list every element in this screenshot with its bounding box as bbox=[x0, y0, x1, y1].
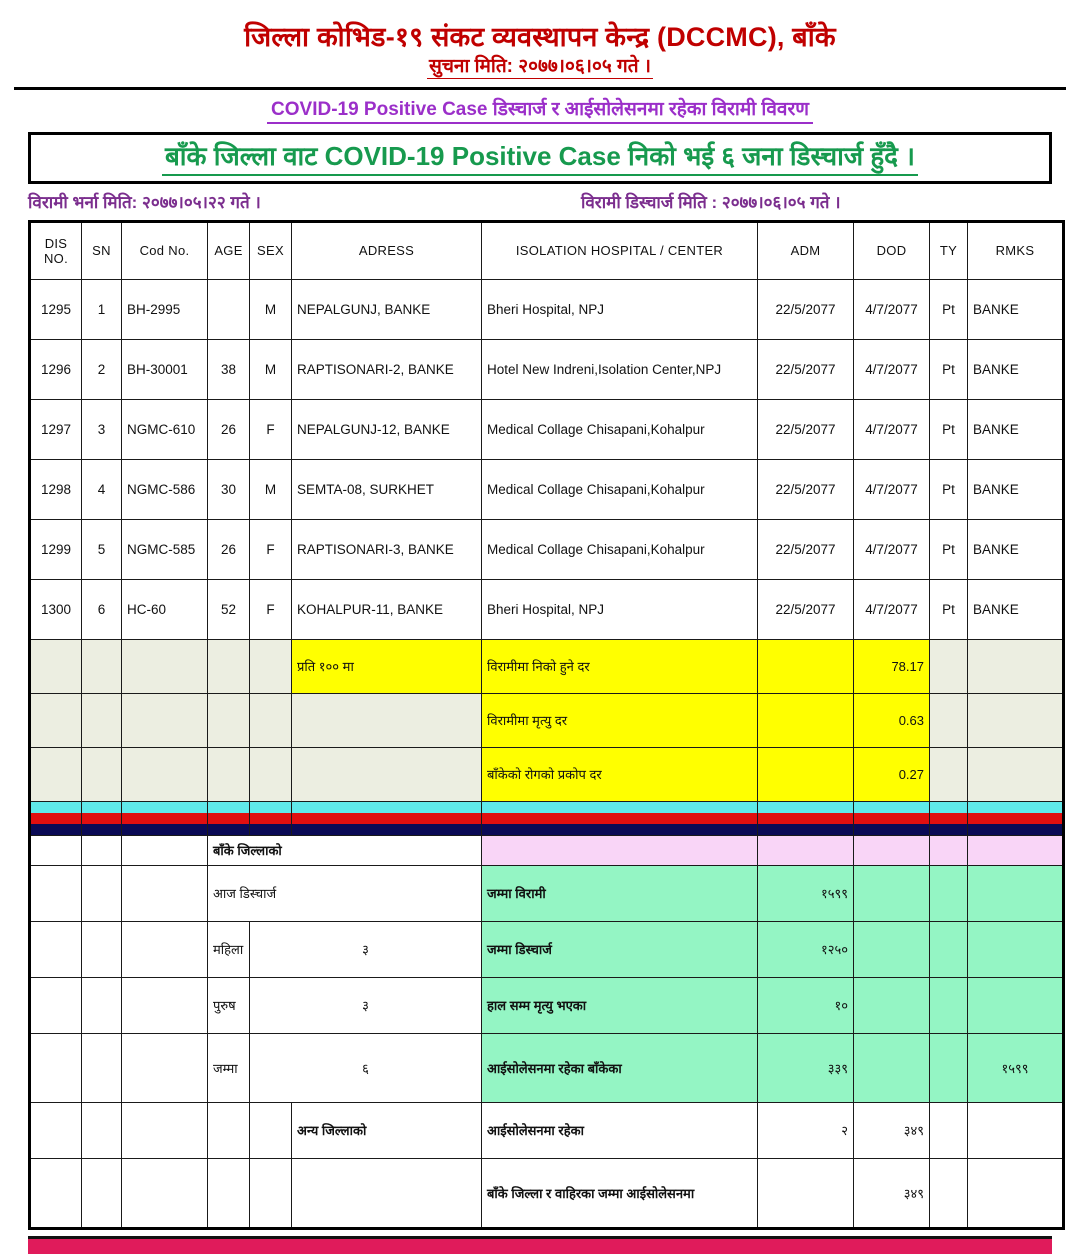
col-header-sex: SEX bbox=[250, 221, 292, 279]
stat-blank-sn bbox=[82, 693, 122, 747]
cell-rmks: BANKE bbox=[968, 579, 1064, 639]
summary-extra-ty-deaths bbox=[930, 977, 968, 1033]
stat-blank-dis bbox=[30, 693, 82, 747]
rate-blank-adm bbox=[758, 747, 854, 801]
summary-extra-rmks-total-patients bbox=[968, 865, 1064, 921]
sum-blank-sn bbox=[82, 921, 122, 977]
district-label: बाँके जिल्लाको bbox=[208, 835, 482, 865]
other-blank-ty bbox=[930, 1102, 968, 1158]
gender-value-female: ३ bbox=[250, 921, 482, 977]
rate-label-prevalence: बाँकेको रोगको प्रकोप दर bbox=[482, 747, 758, 801]
other-blank-dis bbox=[30, 1102, 82, 1158]
cell-cod-no: NGMC-585 bbox=[122, 519, 208, 579]
cell-sn: 1 bbox=[82, 279, 122, 339]
cell-age: 52 bbox=[208, 579, 250, 639]
cell-sex: F bbox=[250, 579, 292, 639]
cell-cod-no: BH-30001 bbox=[122, 339, 208, 399]
col-header-dis-no bbox=[30, 221, 82, 279]
cell-adress: SEMTA-08, SURKHET bbox=[292, 459, 482, 519]
rate-row-recovery bbox=[30, 639, 1064, 693]
grand-total-label: बाँके जिल्ला र वाहिरका जम्मा आईसोलेसनमा bbox=[482, 1158, 758, 1228]
sum-blank-sn bbox=[82, 1033, 122, 1102]
summary-label-in-isolation-banke: आईसोलेसनमा रहेका बाँकेका bbox=[482, 1033, 758, 1102]
grand-blank-adress bbox=[292, 1158, 482, 1228]
summary-extra-ty-total-patients bbox=[930, 865, 968, 921]
bar-cell bbox=[250, 824, 292, 836]
headline-banner bbox=[28, 132, 1052, 184]
grand-blank-sex bbox=[250, 1158, 292, 1228]
cell-adress: RAPTISONARI-3, BANKE bbox=[292, 519, 482, 579]
bar-cell bbox=[482, 824, 758, 836]
cell-age bbox=[208, 279, 250, 339]
cell-dod: 4/7/2077 bbox=[854, 399, 930, 459]
col-header-adress: ADRESS bbox=[292, 221, 482, 279]
bar-cell bbox=[968, 801, 1064, 813]
cell-sex: M bbox=[250, 279, 292, 339]
today-discharge-label: आज डिस्चार्ज bbox=[208, 865, 482, 921]
col-header-ty: TY bbox=[930, 221, 968, 279]
other-blank-cod bbox=[122, 1102, 208, 1158]
cell-age: 26 bbox=[208, 519, 250, 579]
gender-value-male: ३ bbox=[250, 977, 482, 1033]
pink-cell-rmks bbox=[968, 835, 1064, 865]
summary-extra-dod-total-patients bbox=[854, 865, 930, 921]
bar-cell bbox=[30, 801, 82, 813]
table-body bbox=[30, 279, 1064, 1228]
header-divider bbox=[14, 87, 1066, 90]
bar-cell bbox=[208, 813, 250, 824]
stat-blank-ty bbox=[930, 747, 968, 801]
cell-rmks: BANKE bbox=[968, 339, 1064, 399]
bar-cell bbox=[968, 824, 1064, 836]
notice-date-text: सुचना मिति: २०७७।०६।०५ गते । bbox=[428, 56, 652, 78]
cell-adm: 22/5/2077 bbox=[758, 579, 854, 639]
col-header-dis-line2: NO. bbox=[43, 250, 68, 266]
bar-cell bbox=[292, 801, 482, 813]
cell-adm: 22/5/2077 bbox=[758, 519, 854, 579]
pink-cell-dod bbox=[854, 835, 930, 865]
pink-cell-isolation bbox=[482, 835, 758, 865]
cell-sn: 4 bbox=[82, 459, 122, 519]
summary-row-total bbox=[30, 1033, 1064, 1102]
stat-blank-sex bbox=[250, 639, 292, 693]
bar-cell bbox=[122, 824, 208, 836]
cell-rmks: BANKE bbox=[968, 459, 1064, 519]
cell-dod: 4/7/2077 bbox=[854, 459, 930, 519]
bar-cell bbox=[758, 801, 854, 813]
cell-adress: NEPALGUNJ, BANKE bbox=[292, 279, 482, 339]
sum-blank-dis bbox=[30, 921, 82, 977]
cell-age: 26 bbox=[208, 399, 250, 459]
stat-blank-sn bbox=[82, 747, 122, 801]
gender-value-total: ६ bbox=[250, 1033, 482, 1102]
bar-cell bbox=[930, 801, 968, 813]
cell-sn: 2 bbox=[82, 339, 122, 399]
cell-dod: 4/7/2077 bbox=[854, 519, 930, 579]
other-isolation-value: २ bbox=[758, 1102, 854, 1158]
table-row bbox=[30, 279, 1064, 339]
sum-blank-sn bbox=[82, 865, 122, 921]
per-hundred-label: प्रति १०० मा bbox=[292, 639, 482, 693]
grand-blank-rmks bbox=[968, 1158, 1064, 1228]
admit-date-label: विरामी भर्ना मिति: २०७७।०५।२२ गते । bbox=[28, 192, 261, 212]
summary-value-total-discharge: १२५० bbox=[758, 921, 854, 977]
cell-isolation: Bheri Hospital, NPJ bbox=[482, 279, 758, 339]
col-header-adm: ADM bbox=[758, 221, 854, 279]
bar-cell bbox=[854, 813, 930, 824]
date-row bbox=[28, 190, 1052, 216]
sum-blank-cod bbox=[122, 921, 208, 977]
rate-blank-adm bbox=[758, 693, 854, 747]
stat-blank-dis bbox=[30, 639, 82, 693]
stat-blank-age bbox=[208, 747, 250, 801]
stat-blank-rmks bbox=[968, 693, 1064, 747]
separator-bar-navy bbox=[30, 824, 1064, 836]
district-label-row bbox=[30, 835, 1064, 865]
bar-cell bbox=[968, 813, 1064, 824]
cell-isolation: Hotel New Indreni,Isolation Center,NPJ bbox=[482, 339, 758, 399]
cell-isolation: Medical Collage Chisapani,Kohalpur bbox=[482, 459, 758, 519]
other-district-label: अन्य जिल्लाको bbox=[292, 1102, 482, 1158]
col-header-rmks: RMKS bbox=[968, 221, 1064, 279]
other-isolation-dod-value: ३४९ bbox=[854, 1102, 930, 1158]
stat-blank-cod bbox=[122, 639, 208, 693]
summary-row-male bbox=[30, 977, 1064, 1033]
bar-cell bbox=[482, 813, 758, 824]
col-header-dis-line1: DIS bbox=[44, 235, 68, 251]
cell-isolation: Medical Collage Chisapani,Kohalpur bbox=[482, 519, 758, 579]
bar-cell bbox=[122, 801, 208, 813]
bar-cell bbox=[482, 801, 758, 813]
stat-blank-rmks bbox=[968, 639, 1064, 693]
pink-blank-sn bbox=[82, 835, 122, 865]
cell-sn: 5 bbox=[82, 519, 122, 579]
other-blank-rmks bbox=[968, 1102, 1064, 1158]
stat-blank-age bbox=[208, 693, 250, 747]
cell-age: 30 bbox=[208, 459, 250, 519]
separator-bar-cyan bbox=[30, 801, 1064, 813]
other-blank-sn bbox=[82, 1102, 122, 1158]
cell-isolation: Bheri Hospital, NPJ bbox=[482, 579, 758, 639]
summary-extra-ty-total-discharge bbox=[930, 921, 968, 977]
cell-ty: Pt bbox=[930, 519, 968, 579]
pink-cell-adm bbox=[758, 835, 854, 865]
cell-adm: 22/5/2077 bbox=[758, 339, 854, 399]
grand-blank-adm bbox=[758, 1158, 854, 1228]
sum-blank-dis bbox=[30, 977, 82, 1033]
cell-dis-no: 1299 bbox=[30, 519, 82, 579]
rate-label-recovery: विरामीमा निको हुने दर bbox=[482, 639, 758, 693]
summary-label-deaths: हाल सम्म मृत्यु भएका bbox=[482, 977, 758, 1033]
grand-blank-age bbox=[208, 1158, 250, 1228]
table-header-row bbox=[30, 221, 1064, 279]
grand-blank-sn bbox=[82, 1158, 122, 1228]
cell-dod: 4/7/2077 bbox=[854, 279, 930, 339]
grand-total-value: ३४९ bbox=[854, 1158, 930, 1228]
cell-adm: 22/5/2077 bbox=[758, 399, 854, 459]
separator-bar-red bbox=[30, 813, 1064, 824]
cell-adress: NEPALGUNJ-12, BANKE bbox=[292, 399, 482, 459]
cell-cod-no: NGMC-610 bbox=[122, 399, 208, 459]
sum-blank-sn bbox=[82, 977, 122, 1033]
rate-blank-adm bbox=[758, 639, 854, 693]
rate-value-death: 0.63 bbox=[854, 693, 930, 747]
cell-sex: M bbox=[250, 339, 292, 399]
table-row bbox=[30, 519, 1064, 579]
other-blank-sex bbox=[250, 1102, 292, 1158]
bar-cell bbox=[208, 824, 250, 836]
summary-extra-rmks-deaths bbox=[968, 977, 1064, 1033]
cell-adm: 22/5/2077 bbox=[758, 459, 854, 519]
summary-value-in-isolation-banke: ३३९ bbox=[758, 1033, 854, 1102]
bar-cell bbox=[122, 813, 208, 824]
stat-blank-ty bbox=[930, 693, 968, 747]
summary-extra-rmks-total-discharge bbox=[968, 921, 1064, 977]
rate-row-death bbox=[30, 693, 1064, 747]
bar-cell bbox=[930, 824, 968, 836]
cell-rmks: BANKE bbox=[968, 399, 1064, 459]
col-header-dod: DOD bbox=[854, 221, 930, 279]
bar-cell bbox=[292, 824, 482, 836]
cell-dis-no: 1297 bbox=[30, 399, 82, 459]
rate-value-prevalence: 0.27 bbox=[854, 747, 930, 801]
sum-blank-cod bbox=[122, 1033, 208, 1102]
stat-blank-cod bbox=[122, 693, 208, 747]
stat-blank-sex bbox=[250, 693, 292, 747]
page-title: जिल्ला कोभिड-१९ संकट व्यवस्थापन केन्द्र (DCCMC), बाँके bbox=[244, 22, 836, 52]
stat-blank-sn bbox=[82, 639, 122, 693]
bar-cell bbox=[250, 801, 292, 813]
stat-blank-ty bbox=[930, 639, 968, 693]
pink-blank-dis bbox=[30, 835, 82, 865]
cell-sn: 3 bbox=[82, 399, 122, 459]
footer-bar bbox=[28, 1236, 1052, 1254]
cell-ty: Pt bbox=[930, 339, 968, 399]
cell-sex: F bbox=[250, 519, 292, 579]
bar-cell bbox=[82, 824, 122, 836]
col-header-cod-no: Cod No. bbox=[122, 221, 208, 279]
report-header bbox=[0, 0, 1080, 122]
cell-rmks: BANKE bbox=[968, 519, 1064, 579]
bar-cell bbox=[30, 813, 82, 824]
headline-banner-text: बाँके जिल्ला वाट COVID-19 Positive Case निको भई ६ जना डिस्चार्ज हुँदै । bbox=[162, 141, 918, 176]
rate-value-recovery: 78.17 bbox=[854, 639, 930, 693]
grand-blank-cod bbox=[122, 1158, 208, 1228]
stat-blank-sex bbox=[250, 747, 292, 801]
bar-cell bbox=[82, 801, 122, 813]
table-header bbox=[30, 221, 1064, 279]
report-subtitle bbox=[0, 99, 1080, 122]
other-district-row bbox=[30, 1102, 1064, 1158]
col-header-isolation: ISOLATION HOSPITAL / CENTER bbox=[482, 221, 758, 279]
sum-blank-cod bbox=[122, 977, 208, 1033]
cell-adm: 22/5/2077 bbox=[758, 279, 854, 339]
cell-ty: Pt bbox=[930, 399, 968, 459]
other-isolation-label: आईसोलेसनमा रहेका bbox=[482, 1102, 758, 1158]
bar-cell bbox=[250, 813, 292, 824]
bar-cell bbox=[854, 801, 930, 813]
stat-blank-dis bbox=[30, 747, 82, 801]
cell-dis-no: 1295 bbox=[30, 279, 82, 339]
cell-dis-no: 1298 bbox=[30, 459, 82, 519]
summary-extra-dod-deaths bbox=[854, 977, 930, 1033]
cell-dis-no: 1296 bbox=[30, 339, 82, 399]
bar-cell bbox=[208, 801, 250, 813]
grand-blank-ty bbox=[930, 1158, 968, 1228]
gender-label-male: पुरुष bbox=[208, 977, 250, 1033]
pink-blank-cod bbox=[122, 835, 208, 865]
sum-blank-dis bbox=[30, 865, 82, 921]
cell-dod: 4/7/2077 bbox=[854, 579, 930, 639]
bar-cell bbox=[930, 813, 968, 824]
summary-label-total-patients: जम्मा विरामी bbox=[482, 865, 758, 921]
summary-row-female bbox=[30, 921, 1064, 977]
summary-label-total-discharge: जम्मा डिस्चार्ज bbox=[482, 921, 758, 977]
cell-sn: 6 bbox=[82, 579, 122, 639]
sum-blank-dis bbox=[30, 1033, 82, 1102]
table-row bbox=[30, 339, 1064, 399]
bar-cell bbox=[30, 824, 82, 836]
discharge-date-label: विरामी डिस्चार्ज मिति : २०७७।०६।०५ गते । bbox=[580, 192, 841, 212]
bar-cell bbox=[854, 824, 930, 836]
cell-sex: M bbox=[250, 459, 292, 519]
cell-dis-no: 1300 bbox=[30, 579, 82, 639]
rate-row-prevalence bbox=[30, 747, 1064, 801]
sum-blank-cod bbox=[122, 865, 208, 921]
notice-date bbox=[0, 56, 1080, 79]
grand-total-row bbox=[30, 1158, 1064, 1228]
stat-blank-rmks bbox=[968, 747, 1064, 801]
cell-isolation: Medical Collage Chisapani,Kohalpur bbox=[482, 399, 758, 459]
summary-value-deaths: १० bbox=[758, 977, 854, 1033]
bar-cell bbox=[758, 813, 854, 824]
patient-discharge-table bbox=[28, 220, 1065, 1230]
summary-extra-dod-in-isolation bbox=[854, 1033, 930, 1102]
grand-blank-dis bbox=[30, 1158, 82, 1228]
stat-blank-cod bbox=[122, 747, 208, 801]
cell-cod-no: NGMC-586 bbox=[122, 459, 208, 519]
rate-label-death: विरामीमा मृत्यु दर bbox=[482, 693, 758, 747]
stat-blank-adress bbox=[292, 693, 482, 747]
bar-cell bbox=[292, 813, 482, 824]
summary-value-total-patients: १५९९ bbox=[758, 865, 854, 921]
pink-cell-ty bbox=[930, 835, 968, 865]
gender-label-female: महिला bbox=[208, 921, 250, 977]
cell-rmks: BANKE bbox=[968, 279, 1064, 339]
stat-blank-adress bbox=[292, 747, 482, 801]
cell-ty: Pt bbox=[930, 459, 968, 519]
cell-ty: Pt bbox=[930, 279, 968, 339]
gender-label-total: जम्मा bbox=[208, 1033, 250, 1102]
bar-cell bbox=[758, 824, 854, 836]
summary-extra-dod-total-discharge bbox=[854, 921, 930, 977]
report-subtitle-text: COVID-19 Positive Case डिस्चार्ज र आईसोलेसनमा रहेका विरामी विवरण bbox=[267, 99, 813, 124]
bar-cell bbox=[82, 813, 122, 824]
table-row bbox=[30, 459, 1064, 519]
cell-sex: F bbox=[250, 399, 292, 459]
cell-cod-no: BH-2995 bbox=[122, 279, 208, 339]
other-blank-age bbox=[208, 1102, 250, 1158]
cell-ty: Pt bbox=[930, 579, 968, 639]
col-header-sn: SN bbox=[82, 221, 122, 279]
cell-cod-no: HC-60 bbox=[122, 579, 208, 639]
summary-extra-rmks-in-isolation: १५९९ bbox=[968, 1033, 1064, 1102]
table-row bbox=[30, 579, 1064, 639]
cell-adress: KOHALPUR-11, BANKE bbox=[292, 579, 482, 639]
cell-dod: 4/7/2077 bbox=[854, 339, 930, 399]
stat-blank-age bbox=[208, 639, 250, 693]
summary-extra-ty-in-isolation bbox=[930, 1033, 968, 1102]
col-header-age: AGE bbox=[208, 221, 250, 279]
cell-age: 38 bbox=[208, 339, 250, 399]
cell-adress: RAPTISONARI-2, BANKE bbox=[292, 339, 482, 399]
table-row bbox=[30, 399, 1064, 459]
summary-row-total-patients bbox=[30, 865, 1064, 921]
